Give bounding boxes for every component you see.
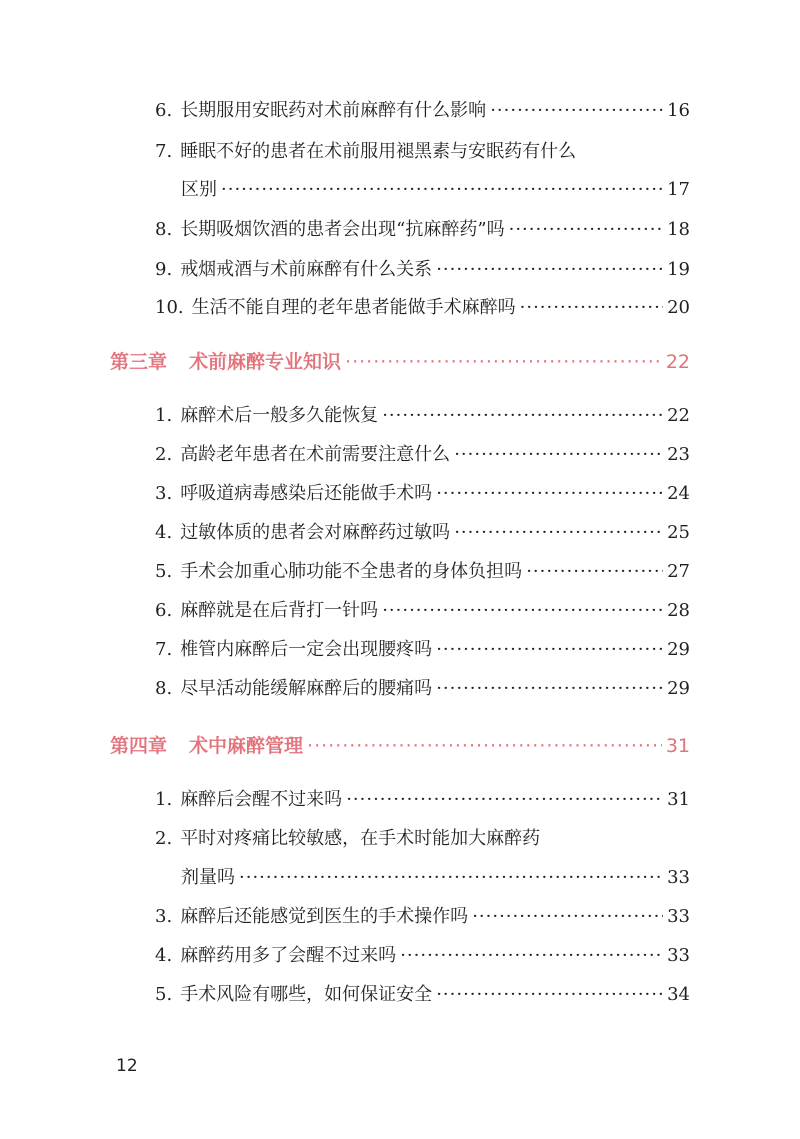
toc-entry[interactable]: [155, 252, 690, 288]
entry-title: 手术风险有哪些，如何保证安全: [180, 984, 433, 1005]
toc-entry[interactable]: [155, 977, 690, 1013]
entry-page-number: 33: [667, 867, 690, 888]
entry-page-number: 16: [667, 100, 690, 121]
chapter-label: 第三章: [110, 351, 168, 373]
entry-number: 5.: [155, 561, 173, 582]
entry-number: 6.: [155, 600, 173, 621]
entry-number: 5.: [155, 984, 173, 1005]
entry-number: 2.: [155, 828, 173, 849]
entry-page-number: 29: [667, 639, 690, 660]
dot-leader: [382, 593, 663, 629]
chapter-title: 术前麻醉专业知识: [189, 351, 342, 373]
chapter-heading[interactable]: [110, 726, 690, 766]
toc-entry-line2[interactable]: [155, 860, 690, 896]
dot-leader: [221, 172, 663, 208]
dot-leader: [382, 398, 663, 434]
dot-leader: [454, 437, 663, 473]
entry-title: 麻醉术后一般多久能恢复: [180, 405, 379, 426]
entry-title: 呼吸道病毒感染后还能做手术吗: [180, 483, 433, 504]
dot-leader: [509, 212, 664, 248]
toc-entry-line1[interactable]: [155, 134, 576, 170]
entry-title: 麻醉药用多了会醒不过来吗: [180, 945, 397, 966]
entry-number: 8.: [155, 678, 173, 699]
toc-entry[interactable]: [155, 93, 690, 129]
entry-title: 麻醉后还能感觉到医生的手术操作吗: [180, 906, 469, 927]
entry-page-number: 23: [667, 444, 690, 465]
entry-page-number: 31: [667, 789, 690, 810]
toc-entry[interactable]: [155, 899, 690, 935]
entry-title: 平时对疼痛比较敏感，在手术时能加大麻醉药: [180, 828, 541, 849]
toc-entry[interactable]: [155, 398, 690, 434]
chapter-page-number: 22: [665, 351, 690, 373]
entry-title-continued: 剂量吗: [181, 867, 235, 888]
toc-entry[interactable]: [155, 632, 690, 668]
toc-entry[interactable]: [155, 476, 690, 512]
dot-leader: [472, 899, 663, 935]
entry-number: 7.: [155, 639, 173, 660]
dot-leader: [436, 977, 663, 1013]
toc-entry[interactable]: [155, 290, 690, 326]
page-number: 12: [116, 1056, 138, 1076]
entry-title: 手术会加重心肺功能不全患者的身体负担吗: [180, 561, 523, 582]
chapter-heading[interactable]: [110, 342, 690, 382]
entry-number: 4.: [155, 522, 173, 543]
toc-entry[interactable]: [155, 671, 690, 707]
toc-entry[interactable]: [155, 554, 690, 590]
dot-leader: [436, 252, 663, 288]
entry-number: 1.: [155, 789, 173, 810]
entry-number: 2.: [155, 444, 173, 465]
entry-number: 1.: [155, 405, 173, 426]
entry-title-continued: 区别: [181, 179, 217, 200]
dot-leader: [307, 726, 662, 766]
entry-page-number: 20: [667, 297, 690, 318]
entry-title: 过敏体质的患者会对麻醉药过敏吗: [180, 522, 451, 543]
entry-title: 睡眠不好的患者在术前服用褪黑素与安眠药有什么: [180, 141, 577, 162]
dot-leader: [436, 632, 663, 668]
dot-leader: [520, 290, 663, 326]
entry-page-number: 25: [667, 522, 690, 543]
entry-page-number: 17: [667, 179, 690, 200]
entry-title: 长期吸烟饮酒的患者会出现“抗麻醉药”吗: [180, 219, 505, 240]
toc-entry[interactable]: [155, 515, 690, 551]
entry-title: 麻醉就是在后背打一针吗: [180, 600, 379, 621]
toc-entry[interactable]: [155, 437, 690, 473]
entry-number: 10.: [155, 297, 184, 318]
entry-number: 6.: [155, 100, 173, 121]
dot-leader: [436, 671, 663, 707]
dot-leader: [526, 554, 663, 590]
entry-number: 9.: [155, 259, 173, 280]
entry-page-number: 29: [667, 678, 690, 699]
entry-page-number: 28: [667, 600, 690, 621]
entry-page-number: 22: [667, 405, 690, 426]
chapter-title: 术中麻醉管理: [189, 735, 304, 757]
entry-page-number: 24: [667, 483, 690, 504]
dot-leader: [436, 476, 663, 512]
toc-entry[interactable]: [155, 212, 690, 248]
entry-title: 高龄老年患者在术前需要注意什么: [180, 444, 451, 465]
entry-title: 椎管内麻醉后一定会出现腰疼吗: [180, 639, 433, 660]
entry-title: 戒烟戒酒与术前麻醉有什么关系: [180, 259, 433, 280]
toc-entry[interactable]: [155, 593, 690, 629]
toc-entry-line2[interactable]: [155, 172, 690, 208]
entry-number: 4.: [155, 945, 173, 966]
entry-title: 生活不能自理的老年患者能做手术麻醉吗: [191, 297, 516, 318]
dot-leader: [490, 93, 663, 129]
entry-title: 麻醉后会醒不过来吗: [180, 789, 343, 810]
toc-entry-line1[interactable]: [155, 821, 540, 857]
toc-entry[interactable]: [155, 782, 690, 818]
entry-number: 7.: [155, 141, 173, 162]
entry-title: 长期服用安眠药对术前麻醉有什么影响: [180, 100, 487, 121]
dot-leader: [345, 342, 662, 382]
toc-entry[interactable]: [155, 938, 690, 974]
dot-leader: [400, 938, 663, 974]
entry-page-number: 27: [667, 561, 690, 582]
chapter-label: 第四章: [110, 735, 168, 757]
entry-number: 8.: [155, 219, 173, 240]
entry-page-number: 18: [667, 219, 690, 240]
entry-page-number: 33: [667, 945, 690, 966]
entry-page-number: 33: [667, 906, 690, 927]
dot-leader: [346, 782, 663, 818]
entry-page-number: 34: [667, 984, 690, 1005]
entry-page-number: 19: [667, 259, 690, 280]
entry-number: 3.: [155, 483, 173, 504]
dot-leader: [454, 515, 663, 551]
chapter-page-number: 31: [665, 735, 690, 757]
entry-number: 3.: [155, 906, 173, 927]
entry-title: 尽早活动能缓解麻醉后的腰痛吗: [180, 678, 433, 699]
dot-leader: [239, 860, 663, 896]
